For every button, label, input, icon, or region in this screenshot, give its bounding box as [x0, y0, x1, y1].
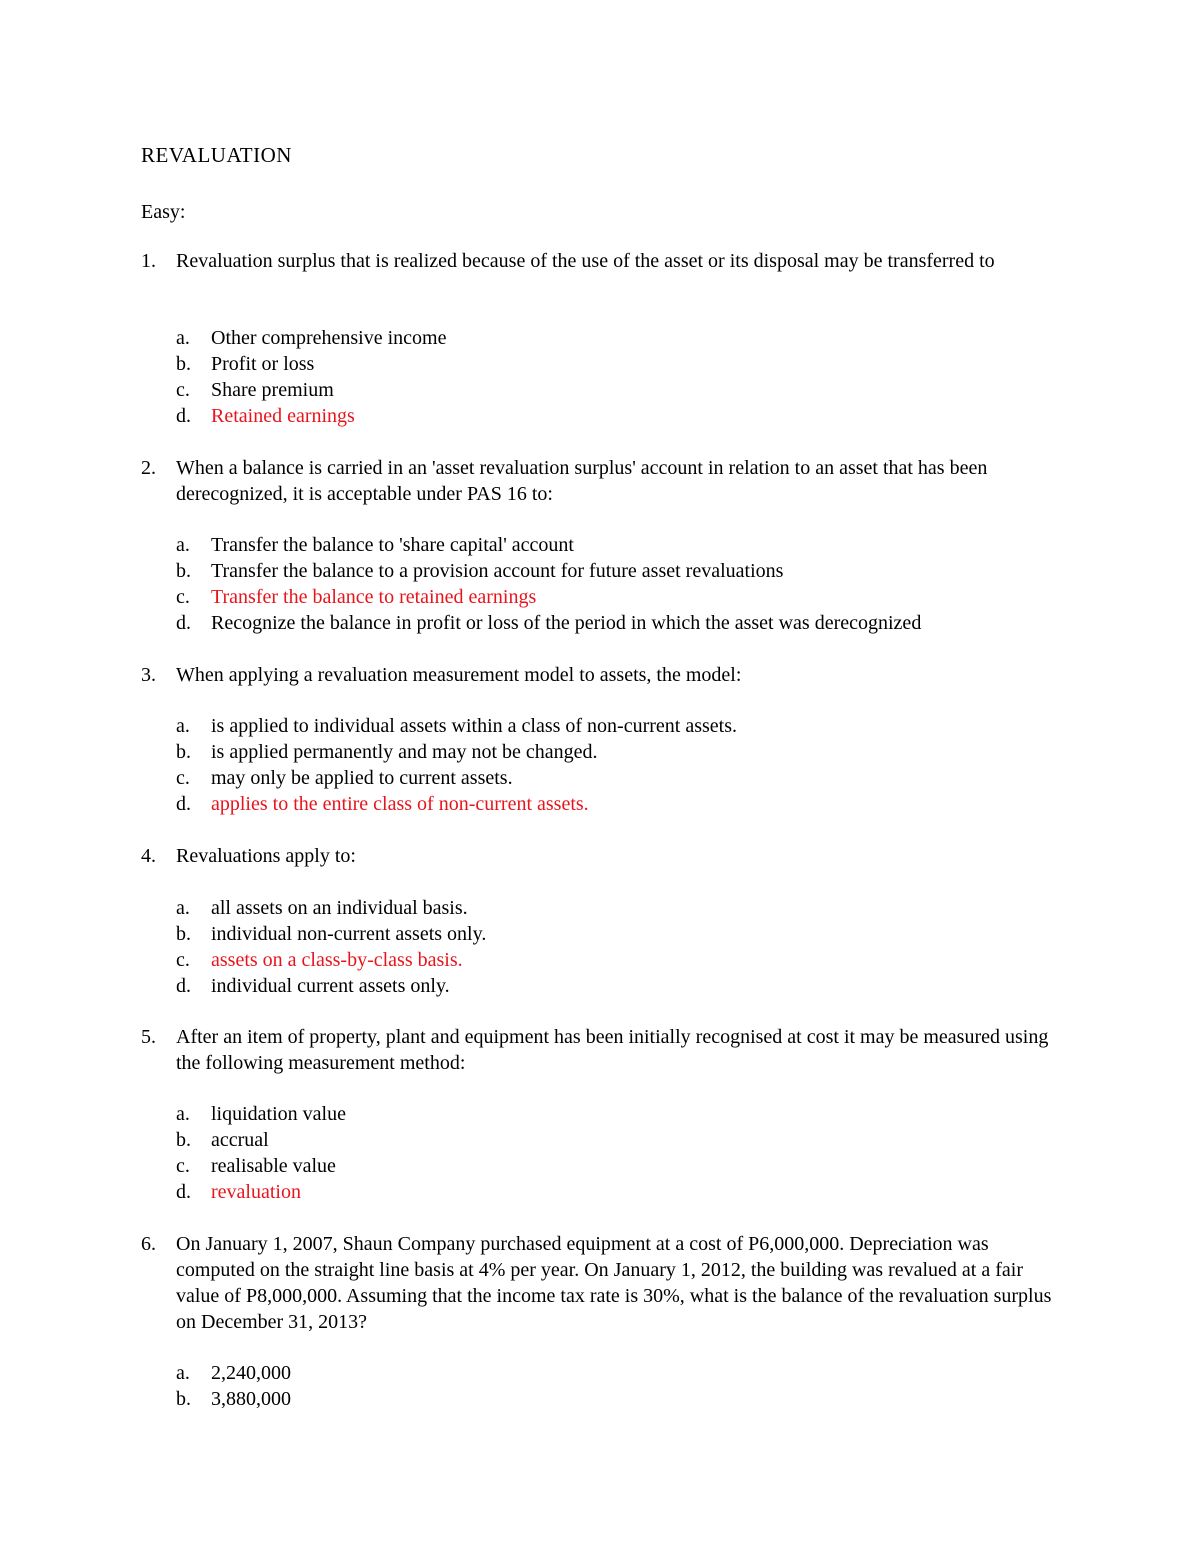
- option-correct: [176, 791, 589, 817]
- question-text: Revaluation surplus that is realized because of the use of the asset or its disposal may be transferred to: [176, 250, 995, 272]
- option-letter: b.: [176, 1388, 191, 1410]
- option-correct: [176, 584, 536, 610]
- option-text: liquidation value: [211, 1103, 346, 1125]
- option-letter: b.: [176, 353, 191, 375]
- option-text: realisable value: [211, 1155, 336, 1177]
- option-correct: [176, 947, 463, 973]
- option-text: individual non-current assets only.: [211, 923, 487, 945]
- option: [176, 1153, 336, 1179]
- option-text: may only be applied to current assets.: [211, 767, 513, 789]
- option: [176, 713, 737, 739]
- option-letter: c.: [176, 949, 190, 971]
- option-text: 3,880,000: [211, 1388, 291, 1410]
- option-letter: a.: [176, 897, 190, 919]
- question-number: 5.: [141, 1026, 156, 1048]
- option-letter: c.: [176, 586, 190, 608]
- option: [176, 739, 598, 765]
- option-text: all assets on an individual basis.: [211, 897, 468, 919]
- option-correct: [176, 403, 355, 429]
- option: [176, 558, 783, 584]
- option: [176, 377, 334, 403]
- option: [176, 610, 921, 636]
- option-letter: a.: [176, 534, 190, 556]
- option: [176, 1386, 291, 1412]
- option-text: applies to the entire class of non-current assets.: [211, 793, 589, 815]
- option: [176, 765, 513, 791]
- option-letter: c.: [176, 767, 190, 789]
- option-correct: [176, 1179, 301, 1205]
- option-letter: c.: [176, 1155, 190, 1177]
- option: [176, 973, 450, 999]
- option: [176, 351, 314, 377]
- option-letter: c.: [176, 379, 190, 401]
- option-text: individual current assets only.: [211, 975, 450, 997]
- option: [176, 895, 468, 921]
- option-letter: d.: [176, 612, 191, 634]
- question-number: 6.: [141, 1233, 156, 1255]
- option-text: Transfer the balance to retained earnings: [211, 586, 537, 608]
- question-number: 4.: [141, 845, 156, 867]
- option-letter: d.: [176, 405, 191, 427]
- option-letter: d.: [176, 793, 191, 815]
- option-letter: b.: [176, 923, 191, 945]
- question-text: When applying a revaluation measurement model to assets, the model:: [176, 664, 742, 686]
- option-letter: a.: [176, 1103, 190, 1125]
- question-text: Revaluations apply to:: [176, 845, 356, 867]
- option-text: accrual: [211, 1129, 269, 1151]
- option-letter: b.: [176, 560, 191, 582]
- option-letter: a.: [176, 715, 190, 737]
- option-letter: a.: [176, 327, 190, 349]
- option-letter: d.: [176, 975, 191, 997]
- option-letter: d.: [176, 1181, 191, 1203]
- option-text: Transfer the balance to a provision account for future asset revaluations: [211, 560, 784, 582]
- option-text: Transfer the balance to 'share capital' account: [211, 534, 574, 556]
- option: [176, 325, 446, 351]
- option-text: Other comprehensive income: [211, 327, 447, 349]
- option-letter: b.: [176, 741, 191, 763]
- option: [176, 921, 486, 947]
- option-text: Share premium: [211, 379, 334, 401]
- option-letter: b.: [176, 1129, 191, 1151]
- option-text: is applied to individual assets within a class of non-current assets.: [211, 715, 738, 737]
- option-text: Recognize the balance in profit or loss of the period in which the asset was derecognized: [211, 612, 922, 634]
- option: [176, 1360, 291, 1386]
- option-text: assets on a class-by-class basis.: [211, 949, 463, 971]
- question-text: On January 1, 2007, Shaun Company purchased equipment at a cost of P6,000,000. Depreciation was computed on the straight line basis at 4% per year. On January 1, 2012, the building was revalued at a fair value of P8,000,000. Assuming that the income tax rate is 30%, what is the balance of the revaluation surplus on December 31, 2013?: [176, 1233, 1052, 1333]
- document-title: REVALUATION: [141, 143, 292, 167]
- option-text: Retained earnings: [211, 405, 355, 427]
- question-number: 2.: [141, 457, 156, 479]
- option: [176, 1127, 269, 1153]
- question-number: 1.: [141, 250, 156, 272]
- option-letter: a.: [176, 1362, 190, 1384]
- option-text: 2,240,000: [211, 1362, 291, 1384]
- option-text: revaluation: [211, 1181, 301, 1203]
- question-text: After an item of property, plant and equipment has been initially recognised at cost it may be measured using the following measurement method:: [176, 1026, 1049, 1074]
- option-text: Profit or loss: [211, 353, 315, 375]
- question-number: 3.: [141, 664, 156, 686]
- difficulty-label: Easy:: [141, 201, 186, 223]
- option: [176, 1101, 346, 1127]
- question-text: When a balance is carried in an 'asset revaluation surplus' account in relation to an asset that has been derecognized, it is acceptable under PAS 16 to:: [176, 457, 988, 505]
- option: [176, 532, 574, 558]
- option-text: is applied permanently and may not be changed.: [211, 741, 598, 763]
